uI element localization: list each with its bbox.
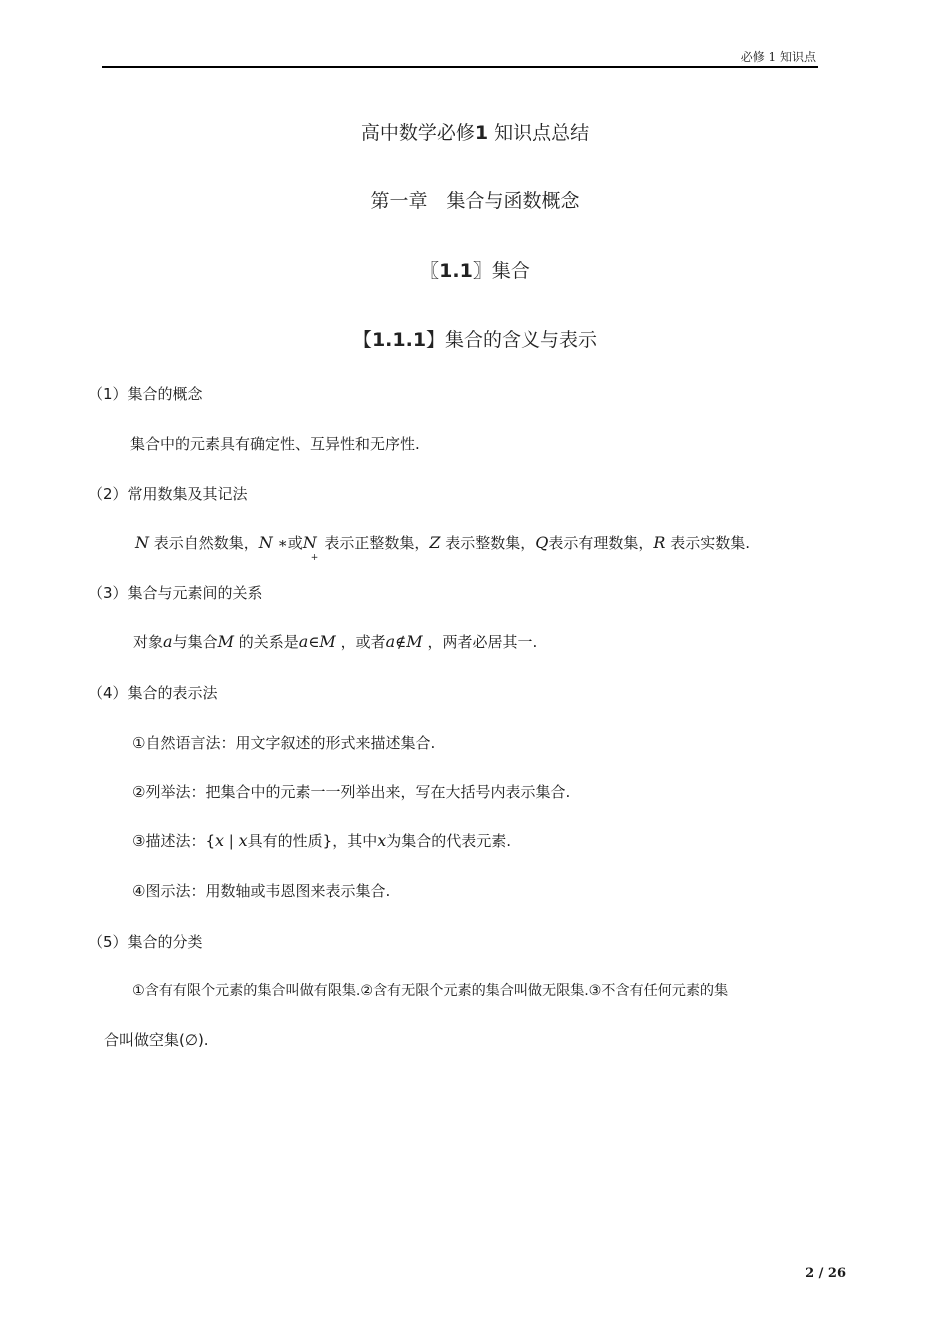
- concept-text: 集合中的元素具有确定性、互异性和无序性.: [130, 435, 420, 453]
- heading-concept: （1）集合的概念: [88, 385, 203, 403]
- page-header: [102, 46, 818, 68]
- classification-line-1: ①含有有限个元素的集合叫做有限集.②含有无限个元素的集合叫做无限集.③不含有任何元素的集: [132, 983, 729, 999]
- page-number: 2 / 26: [805, 1266, 846, 1281]
- chapter-title: 第一章 集合与函数概念: [370, 190, 580, 212]
- heading-classification: （5）集合的分类: [88, 933, 203, 951]
- header-title: 必修 1 知识点: [740, 50, 816, 64]
- subsection-title: 【1.1.1】集合的含义与表示: [352, 329, 598, 351]
- classification-line-2: 合叫做空集(∅).: [104, 1031, 209, 1049]
- representation-item-2: ②列举法：把集合中的元素一一列举出来，写在大括号内表示集合.: [132, 783, 571, 801]
- element-relation-text: 对象a与集合M 的关系是a∈M ，或者a∉M ，两者必居其一.: [133, 632, 538, 651]
- representation-item-3: ③描述法：{x | x具有的性质}，其中x为集合的代表元素.: [132, 831, 512, 850]
- heading-number-sets: （2）常用数集及其记法: [88, 485, 248, 503]
- document-title: 高中数学必修1 知识点总结: [360, 122, 590, 144]
- section-title: 〖1.1〗集合: [420, 260, 530, 282]
- heading-representation: （4）集合的表示法: [88, 684, 218, 702]
- empty-set-symbol: ∅: [184, 1031, 198, 1049]
- representation-item-1: ①自然语言法：用文字叙述的形式来描述集合.: [132, 734, 436, 752]
- number-sets-text: N 表示自然数集，N ∗或$N_+$表示正整数集，Z 表示整数集，Q表示有理数集，R 表示实数集.: [135, 533, 751, 563]
- representation-item-4: ④图示法：用数轴或韦恩图来表示集合.: [132, 882, 391, 900]
- heading-element-relation: （3）集合与元素间的关系: [88, 584, 263, 602]
